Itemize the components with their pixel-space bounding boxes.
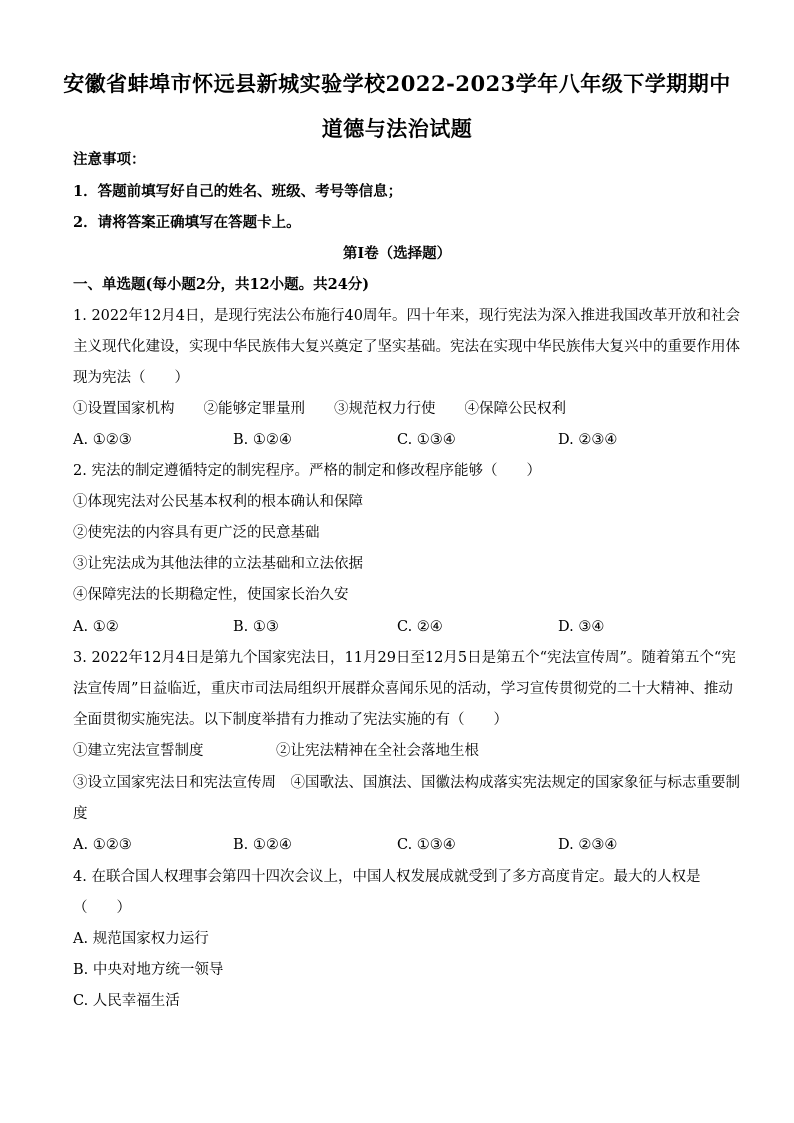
q3-option-b[interactable]: B. ①②④ — [233, 837, 292, 853]
notice-heading: 注意事项： — [73, 151, 146, 168]
q2-statement-4: ④保障宪法的长期稳定性，使国家长治久安 — [73, 587, 349, 603]
q2-statement-3: ③让宪法成为其他法律的立法基础和立法依据 — [73, 556, 363, 572]
notice-item-2: 2．请将答案正确填写在答题卡上。 — [73, 214, 301, 231]
q3-stem-line1: 3. 2022年12月4日是第九个国家宪法日，11月29日至12月5日是第五个“宪法宣传周”。随着第五个“宪 — [73, 650, 736, 666]
q1-option-a[interactable]: A. ①②③ — [73, 432, 132, 448]
q3-stem-line2: 法宣传周”日益临近，重庆市司法局组织开展群众喜闻乐见的活动，学习宣传贯彻党的二十大精神、推动 — [73, 681, 733, 697]
q3-statements-2: ③设立国家宪法日和宪法宣传周 ④国歌法、国旗法、国徽法构成落实宪法规定的国家象征与标志重要制 — [73, 775, 740, 791]
exam-title-line2: 道德与法治试题 — [321, 116, 473, 141]
notice-item-1: 1．答题前填写好自己的姓名、班级、考号等信息； — [73, 183, 403, 200]
q3-statements-1: ①建立宪法宣誓制度 ②让宪法精神在全社会落地生根 — [73, 743, 479, 759]
q3-option-c[interactable]: C. ①③④ — [397, 837, 456, 853]
q1-option-d[interactable]: D. ②③④ — [558, 432, 618, 448]
q4-stem-line1: 4. 在联合国人权理事会第四十四次会议上，中国人权发展成就受到了多方高度肯定。最大的人权是 — [73, 869, 701, 885]
q1-stem-line3: 现为宪法（ ） — [73, 370, 189, 386]
volume-title: 第I卷（选择题） — [342, 245, 452, 262]
q2-option-b[interactable]: B. ①③ — [233, 619, 279, 635]
q1-statements: ①设置国家机构 ②能够定罪量刑 ③规范权力行使 ④保障公民权利 — [73, 401, 566, 417]
q1-stem-line1: 1. 2022年12月4日，是现行宪法公布施行40周年。四十年来，现行宪法为深入推进我国改革开放和社会 — [73, 308, 740, 324]
q2-statement-1: ①体现宪法对公民基本权利的根本确认和保障 — [73, 494, 363, 510]
q3-statements-3: 度 — [73, 806, 88, 822]
q4-stem-line2: （ ） — [73, 900, 131, 916]
q4-option-b[interactable]: B. 中央对地方统一领导 — [73, 962, 224, 978]
q4-option-a[interactable]: A. 规范国家权力运行 — [73, 931, 209, 947]
q2-stem-line1: 2. 宪法的制定遵循特定的制宪程序。严格的制定和修改程序能够（ ） — [73, 463, 541, 479]
q1-stem-line2: 主义现代化建设，实现中华民族伟大复兴奠定了坚实基础。宪法在实现中华民族伟大复兴中的重要作用体 — [73, 339, 740, 355]
section-title: 一、单选题(每小题2分，共12小题。共24分) — [73, 276, 370, 293]
q3-stem-line3: 全面贯彻实施宪法。以下制度举措有力推动了宪法实施的有（ ） — [73, 712, 508, 728]
q2-option-d[interactable]: D. ③④ — [558, 619, 605, 635]
q2-statement-2: ②使宪法的内容具有更广泛的民意基础 — [73, 525, 320, 541]
exam-title-line1: 安徽省蚌埠市怀远县新城实验学校2022-2023学年八年级下学期期中 — [63, 71, 731, 96]
q3-option-d[interactable]: D. ②③④ — [558, 837, 618, 853]
q1-option-c[interactable]: C. ①③④ — [397, 432, 456, 448]
q2-option-c[interactable]: C. ②④ — [397, 619, 443, 635]
q3-option-a[interactable]: A. ①②③ — [73, 837, 132, 853]
q4-option-c[interactable]: C. 人民幸福生活 — [73, 993, 180, 1009]
q1-option-b[interactable]: B. ①②④ — [233, 432, 292, 448]
q2-option-a[interactable]: A. ①② — [73, 619, 119, 635]
